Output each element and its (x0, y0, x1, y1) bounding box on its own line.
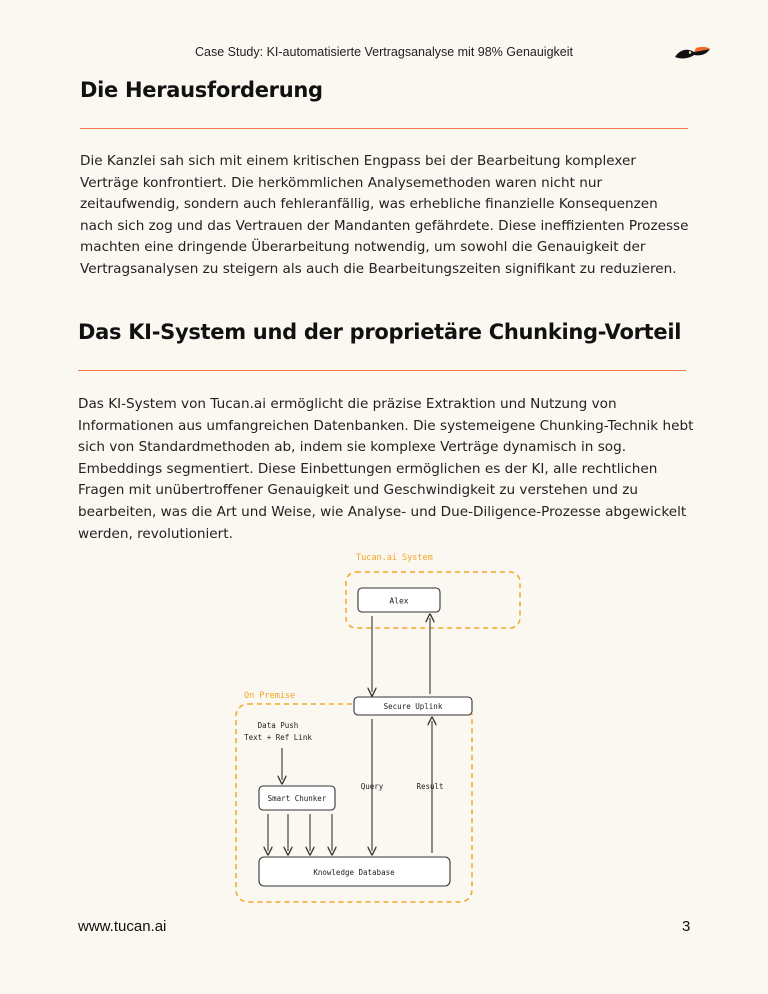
footer-website-link[interactable]: www.tucan.ai (78, 918, 167, 935)
data-push-label: Data Push (257, 721, 299, 730)
result-label: Result (416, 782, 444, 791)
secure-uplink-label: Secure Uplink (383, 702, 443, 711)
section-heading-ki-system: Das KI-System und der proprietäre Chunking-Vorteil (78, 320, 682, 344)
ki-system-paragraph: Das KI-System von Tucan.ai ermöglicht die präzise Extraktion und Nutzung von Informationen aus umfangreichen Datenbanken. Die systemeigene Chunking-Technik hebt sich von Standardmethoden ab, indem sie komplexe Verträge dynamisch in sog. Embeddings segmentiert. Diese Einbettungen ermöglichen es der KI, alle rechtlichen Fragen mit unübertroffener Genauigkeit und Geschwindigkeit zu verstehen und zu bearbeiten, was die Art und Weise, wie Analyse- und Due-Diligence-Prozesse abgewickelt werden, revolutioniert. (78, 396, 694, 542)
knowledge-database-label: Knowledge Database (313, 868, 395, 877)
section-divider (80, 128, 688, 129)
toucan-logo-icon (672, 43, 712, 63)
page-number: 3 (682, 918, 691, 935)
architecture-diagram (230, 548, 530, 908)
on-premise-group-label: On Premise (244, 691, 296, 701)
section-heading-challenge: Die Herausforderung (80, 78, 323, 102)
query-label: Query (360, 782, 384, 791)
smart-chunker-label: Smart Chunker (267, 794, 327, 803)
document-header-title: Case Study: KI-automatisierte Vertragsanalyse mit 98% Genauigkeit (195, 45, 573, 59)
challenge-paragraph: Die Kanzlei sah sich mit einem kritischen Engpass bei der Bearbeitung komplexer Verträge konfrontiert. Die herkömmlichen Analysemethoden waren nicht nur zeitaufwendig, sondern auch fehleranfällig, was erhebliche finanzielle Konsequenzen nach sich zog und das Vertrauen der Mandanten gefährdete. Diese ineffizienten Prozesse machten eine dringende Überarbeitung notwendig, um sowohl die Genauigkeit der Vertragsanalysen zu steigern als auch die Bearbeitungszeiten signifikant zu reduzieren. (80, 153, 689, 277)
data-push-sub-label: Text + Ref Link (244, 733, 312, 742)
alex-label: Alex (389, 596, 409, 606)
section-divider (78, 370, 686, 371)
tucan-group-label: Tucan.ai System (356, 553, 433, 563)
